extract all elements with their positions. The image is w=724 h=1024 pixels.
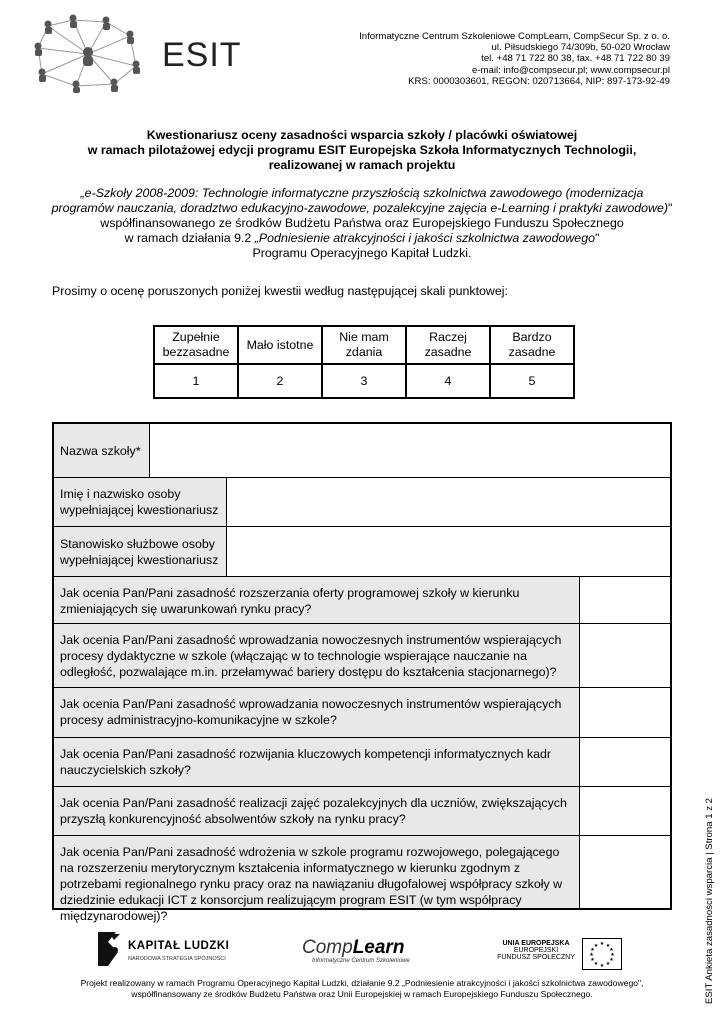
respondent-name-field[interactable] bbox=[227, 478, 670, 526]
respondent-position-label: Stanowisko służbowe osoby wypełniającej kwestionariusz bbox=[54, 527, 227, 576]
scale-label-4: Raczej zasadne bbox=[406, 326, 490, 364]
question-answer-1[interactable] bbox=[580, 577, 670, 623]
svg-text:★: ★ bbox=[605, 961, 611, 967]
network-people-icon bbox=[28, 14, 158, 94]
svg-text:★: ★ bbox=[599, 963, 605, 969]
scale-value-1: 1 bbox=[154, 364, 238, 398]
footer-note-line-2: współfinansowany ze środków Budżetu Państwa oraz Unii Europejskiej w ramach Europejskiego Funduszu Społecznego. bbox=[131, 989, 593, 999]
question-row-2 bbox=[54, 624, 670, 688]
action-name: „Podniesienie atrakcyjności i jakości szkolnictwa zawodowego bbox=[254, 231, 595, 246]
page-side-label: ESIT Ankieta zasadności wsparcia | Strona 1 z 2 bbox=[704, 797, 715, 1004]
scale-value-3: 3 bbox=[322, 364, 406, 398]
action-suffix: " bbox=[594, 231, 600, 246]
question-row-6 bbox=[54, 836, 670, 923]
kapital-ludzki-emblem-icon bbox=[94, 930, 122, 968]
company-email: e-mail: info@compsecur.pl; www.compsecur.pl bbox=[472, 64, 670, 76]
action-prefix: w ramach działania 9.2 bbox=[124, 231, 255, 246]
respondent-position-row bbox=[54, 527, 670, 577]
question-row-4 bbox=[54, 738, 670, 787]
eu-text bbox=[494, 940, 578, 961]
footer-note-line-1: Projekt realizowany w ramach Programu Operacyjnego Kapitał Ludzki, działanie 9.2 „Podniesienie atrakcyjności i jakości szkolnictwa zawodowego", bbox=[80, 978, 644, 988]
respondent-name-label: Imię i nazwisko osoby wypełniającej kwestionariusz bbox=[54, 478, 227, 526]
scale-value-4: 4 bbox=[406, 364, 490, 398]
svg-text:★: ★ bbox=[593, 961, 599, 967]
scale-value-5: 5 bbox=[490, 364, 574, 398]
question-text-5: Jak ocenia Pan/Pani zasadność realizacji zajęć pozalekcyjnych dla uczniów, zwiększających przyszłą konkurencyjność absolwentów szkoły na rynku pracy? bbox=[54, 787, 580, 835]
esit-logo-text: ESIT bbox=[162, 36, 242, 74]
rating-scale-table bbox=[153, 325, 575, 399]
complearn-subtitle: Informatyczne Centrum Szkoleniowe bbox=[312, 958, 410, 964]
title-line-2: w ramach pilotażowej edycji programu ESIT Europejska Szkoła Informatycznych Technologii, bbox=[87, 143, 637, 158]
complearn-logo bbox=[302, 938, 432, 972]
project-name-line-2 bbox=[40, 201, 684, 216]
question-text-3: Jak ocenia Pan/Pani zasadność wprowadzania nowoczesnych instrumentów wspierających procesy administracyjno-komunikacyjne w szkole? bbox=[54, 688, 580, 737]
eu-logo bbox=[494, 938, 626, 972]
company-street: ul. Piłsudskiego 74/309b, 50-020 Wrocław bbox=[491, 42, 670, 54]
svg-text:★: ★ bbox=[605, 943, 611, 949]
eu-line-3: FUNDUSZ SPOŁECZNY bbox=[497, 954, 575, 961]
question-answer-5[interactable] bbox=[580, 787, 670, 835]
project-quote-end: " bbox=[668, 200, 673, 215]
scale-intro: Prosimy o ocenę poruszonych poniżej kwestii według następującej skali punktowej: bbox=[52, 284, 508, 298]
question-text-6: Jak ocenia Pan/Pani zasadność wdrożenia w szkole programu rozwojowego, polegającego na rozszerzeniu merytorycznym kształcenia informatycznego w kierunku zgodnym z potrzebami regionalnego rynku pracy oraz na nawiązaniu długofalowej współpracy szkoły w dziedzinie edukacji ICT z konsorcjum realizującym program ESIT (w tym współpracy międzynarodowej)? bbox=[54, 836, 580, 908]
school-name-row bbox=[54, 424, 670, 478]
svg-text:★: ★ bbox=[590, 947, 595, 953]
cofinancing-line: współfinansowanego ze środków Budżetu Państwa oraz Europejskiego Funduszu Społecznego bbox=[100, 216, 624, 231]
company-phone: tel. +48 71 722 80 38, fax. +48 71 722 80 39 bbox=[481, 53, 670, 65]
school-name-label: Nazwa szkoły* bbox=[54, 424, 150, 477]
svg-text:★: ★ bbox=[609, 957, 614, 963]
kl-subtitle: NARODOWA STRATEGIA SPÓJNOŚCI bbox=[128, 956, 226, 962]
question-answer-3[interactable] bbox=[580, 688, 670, 737]
complearn-wordmark bbox=[302, 938, 432, 958]
project-footer-note bbox=[40, 978, 684, 1000]
svg-text:★: ★ bbox=[589, 952, 594, 958]
svg-text:★: ★ bbox=[590, 957, 595, 963]
scale-label-1: Zupełnie bezzasadne bbox=[154, 326, 238, 364]
svg-text:★: ★ bbox=[610, 952, 615, 958]
document-title bbox=[40, 128, 684, 262]
complearn-comp: Comp bbox=[302, 937, 353, 958]
title-line-3: realizowanej w ramach projektu bbox=[268, 158, 456, 173]
questionnaire-form bbox=[52, 422, 672, 923]
svg-text:★: ★ bbox=[609, 947, 614, 953]
action-line bbox=[40, 231, 684, 246]
company-name: Informatyczne Centrum Szkoleniowe CompLearn, CompSecur Sp. z o. o. bbox=[359, 31, 670, 42]
kapital-ludzki-logo bbox=[94, 930, 230, 968]
question-answer-4[interactable] bbox=[580, 738, 670, 786]
question-text-2: Jak ocenia Pan/Pani zasadność wprowadzania nowoczesnych instrumentów wspierających procesy dydaktyczne w szkole (włączając w to technologie wspierające nauczanie na odległość, pozwalające m.in. przełamywać bariery dostępu do kształcenia stacjonarnego)? bbox=[54, 624, 580, 687]
kl-title: KAPITAŁ LUDZKI bbox=[128, 940, 230, 952]
question-text-1: Jak ocenia Pan/Pani zasadność rozszerzania oferty programowej szkoły w kierunku zmieniających się uwarunkowań rynku pracy? bbox=[54, 577, 580, 623]
respondent-position-field[interactable] bbox=[227, 527, 670, 576]
scale-value-2: 2 bbox=[238, 364, 322, 398]
question-row-5 bbox=[54, 787, 670, 836]
question-row-3 bbox=[54, 688, 670, 738]
svg-text:★: ★ bbox=[593, 943, 599, 949]
question-text-4: Jak ocenia Pan/Pani zasadność rozwijania kluczowych kompetencji informatycznych kadr nauczycielskich szkoły? bbox=[54, 738, 580, 786]
scale-label-3: Nie mam zdania bbox=[322, 326, 406, 364]
eu-line-1: UNIA EUROPEJSKA bbox=[502, 940, 570, 947]
company-address bbox=[290, 31, 670, 87]
question-row-1 bbox=[54, 577, 670, 624]
company-registry: KRS: 0000303601, REGON: 020713664, NIP: 897-173-92-49 bbox=[408, 75, 670, 87]
svg-text:★: ★ bbox=[599, 941, 605, 947]
question-answer-6[interactable] bbox=[580, 836, 670, 908]
project-name-line-2-text: programów nauczania, doradztwo edukacyjno-zawodowe, pozalekcyjne zajęcia e-Learning i praktyki zawodowe) bbox=[51, 200, 669, 215]
question-answer-2[interactable] bbox=[580, 624, 670, 687]
eu-line-2: EUROPEJSKI bbox=[513, 947, 559, 954]
eu-flag-icon bbox=[582, 938, 622, 970]
project-name-line-1: „e-Szkoły 2008-2009: Technologie informatyczne przyszłością szkolnictwa zawodowego (modernizacja bbox=[80, 185, 644, 200]
scale-label-2: Mało istotne bbox=[238, 326, 322, 364]
respondent-name-row bbox=[54, 478, 670, 527]
school-name-field[interactable] bbox=[150, 424, 670, 477]
title-line-1: Kwestionariusz oceny zasadności wsparcia szkoły / placówki oświatowej bbox=[146, 128, 578, 142]
scale-label-5: Bardzo zasadne bbox=[490, 326, 574, 364]
programme-line: Programu Operacyjnego Kapitał Ludzki. bbox=[252, 246, 472, 261]
complearn-learn: Learn bbox=[352, 937, 405, 958]
